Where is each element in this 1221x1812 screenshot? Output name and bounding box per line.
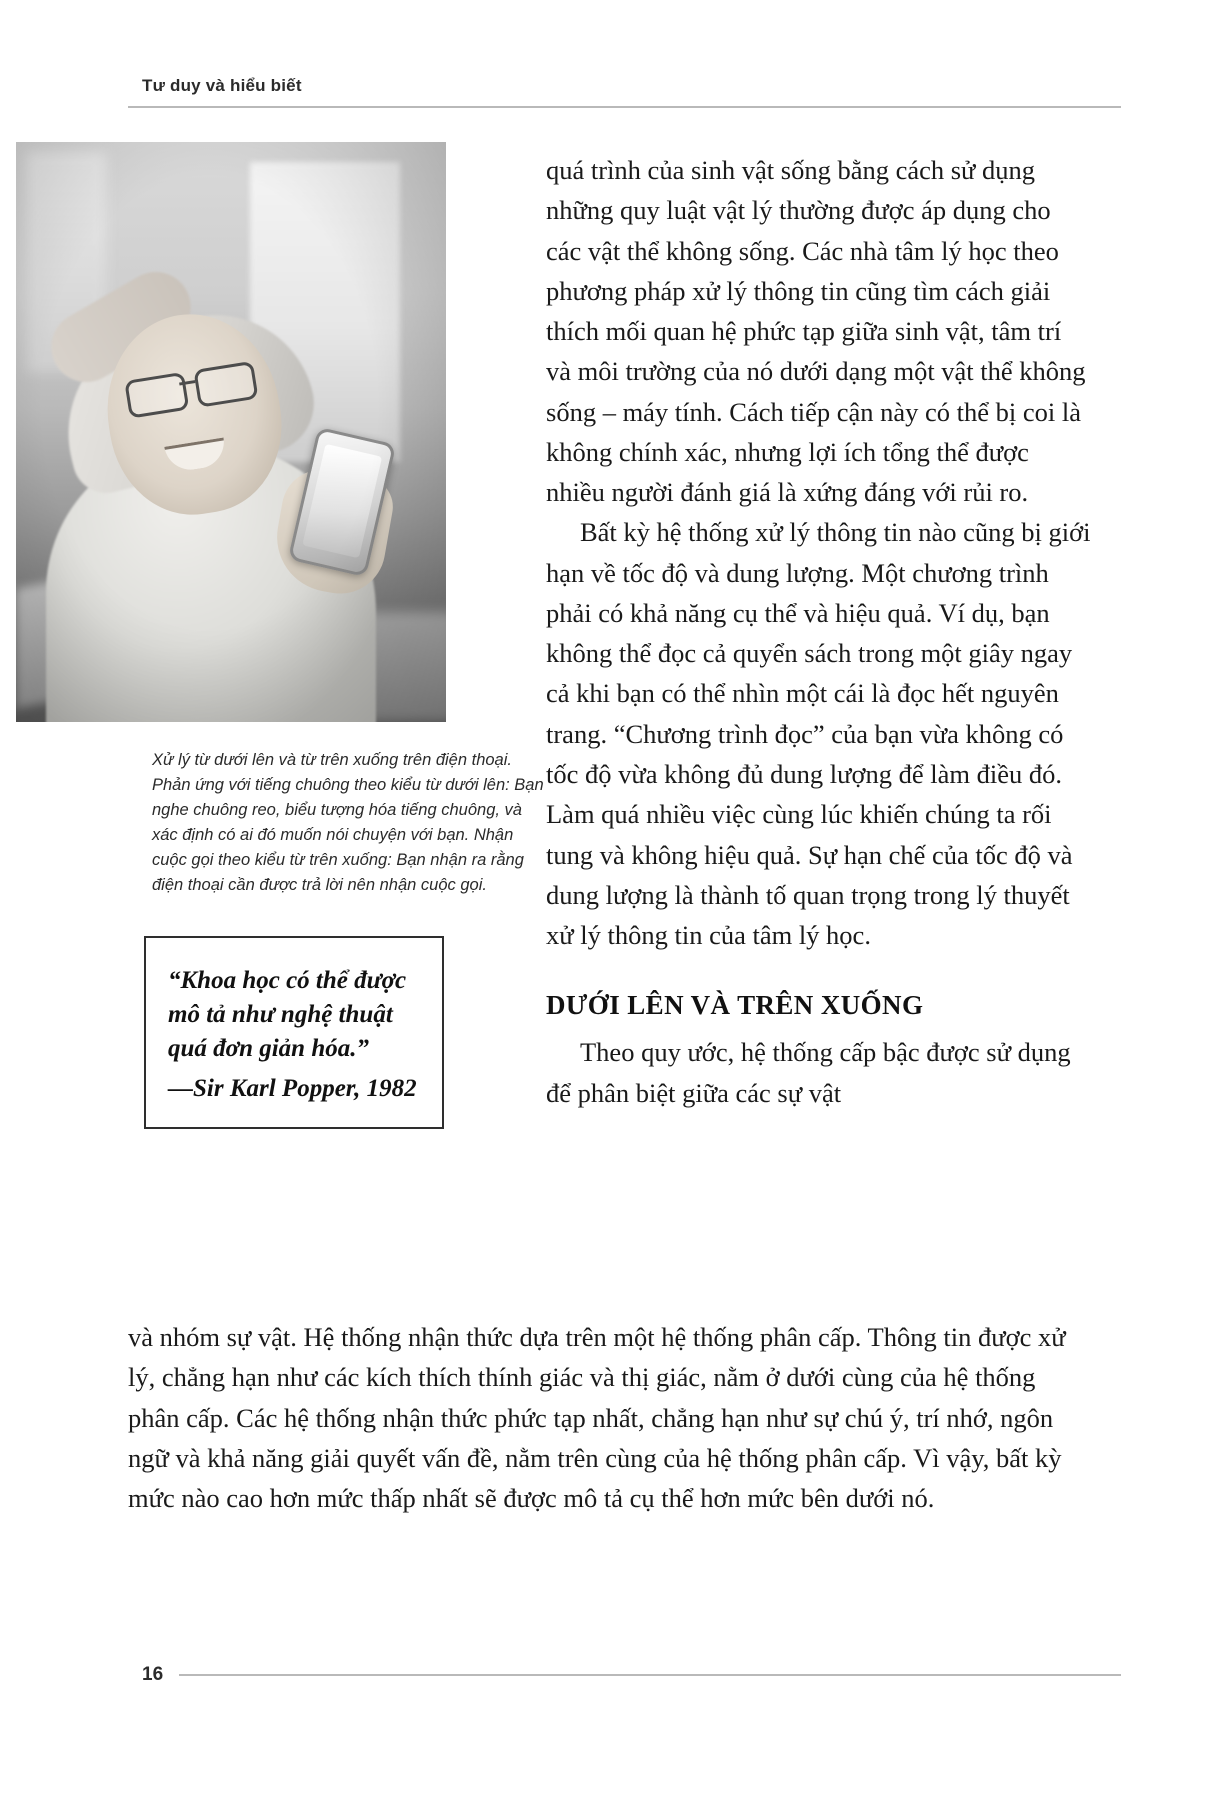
page-number: 16 [128,1658,179,1692]
page-footer [0,1658,1221,1692]
pull-quote-attribution: —Sir Karl Popper, 1982 [168,1074,417,1102]
body-paragraph-1: quá trình của sinh vật sống bằng cách sử dụng những quy luật vật lý thường được áp dụng cho các vật thể không sống. Các nhà tâm lý học theo phương pháp xử lý thông tin cũng tìm cách giải thích mối quan hệ phức tạp giữa sinh vật, tâm trí và môi trường của nó dưới dạng một vật thể không sống – máy tính. Cách tiếp cận này có thể bị coi là không chính xác, nhưng lợi ích tổng thể được nhiều người đánh giá là xứng đáng với rủi ro. [546,155,1086,508]
photo-vignette [16,142,446,722]
body-paragraph-3-column-part: Theo quy ước, hệ thống cấp bậc được sử dụng để phân biệt giữa các sự vật [546,1037,1071,1108]
pull-quote [144,936,444,1129]
figure-caption: Xử lý từ dưới lên và từ trên xuống trên điện thoại. Phản ứng với tiếng chuông theo kiểu từ dưới lên: Bạn nghe chuông reo, biểu tượng hóa tiếng chuông, và xác định có ai đó muốn nói chuyện với bạn. Nhận cuộc gọi theo kiểu từ trên xuống: Bạn nhận ra rằng điện thoại cần được trả lời nên nhận cuộc gọi. [152,751,544,895]
figure-photo [16,142,446,722]
right-column [546,150,1091,1113]
left-column [16,142,544,1129]
body-paragraph-3-full-part: và nhóm sự vật. Hệ thống nhận thức dựa trên một hệ thống phân cấp. Thông tin được xử lý, chẳng hạn như các kích thích thính giác và thị giác, nằm ở dưới cùng của hệ thống phân cấp. Các hệ thống nhận thức phức tạp nhất, chẳng hạn như sự chú ý, trí nhớ, ngôn ngữ và khả năng giải quyết vấn đề, nằm trên cùng của hệ thống phân cấp. Vì vậy, bất kỳ mức nào cao hơn mức thấp nhất sẽ được mô tả cụ thể hơn mức bên dưới nó. [128,1322,1066,1514]
header-divider [128,106,1121,108]
full-width-text [128,1317,1091,1518]
section-heading: DƯỚI LÊN VÀ TRÊN XUỐNG [546,990,924,1021]
running-head: Tư duy và hiểu biết [128,74,316,102]
footer-divider [128,1674,1121,1676]
page-header [0,74,1221,108]
body-paragraph-2: Bất kỳ hệ thống xử lý thông tin nào cũng bị giới hạn về tốc độ và dung lượng. Một chương trình phải có khả năng cụ thể và hiệu quả. Ví dụ, bạn không thể đọc cả quyển sách trong một giây ngay cả khi bạn có thể nhìn một cái là đọc hết nguyên trang. “Chương trình đọc” của bạn vừa không có tốc độ vừa không đủ dung lượng để làm điều đó. Làm quá nhiều việc cùng lúc khiến chúng ta rối tung và không hiệu quả. Sự hạn chế của tốc độ và dung lượng là thành tố quan trọng trong lý thuyết xử lý thông tin của tâm lý học. [546,517,1091,951]
pull-quote-text: “Khoa học có thể được mô tả như nghệ thuật quá đơn giản hóa.” [168,967,407,1062]
